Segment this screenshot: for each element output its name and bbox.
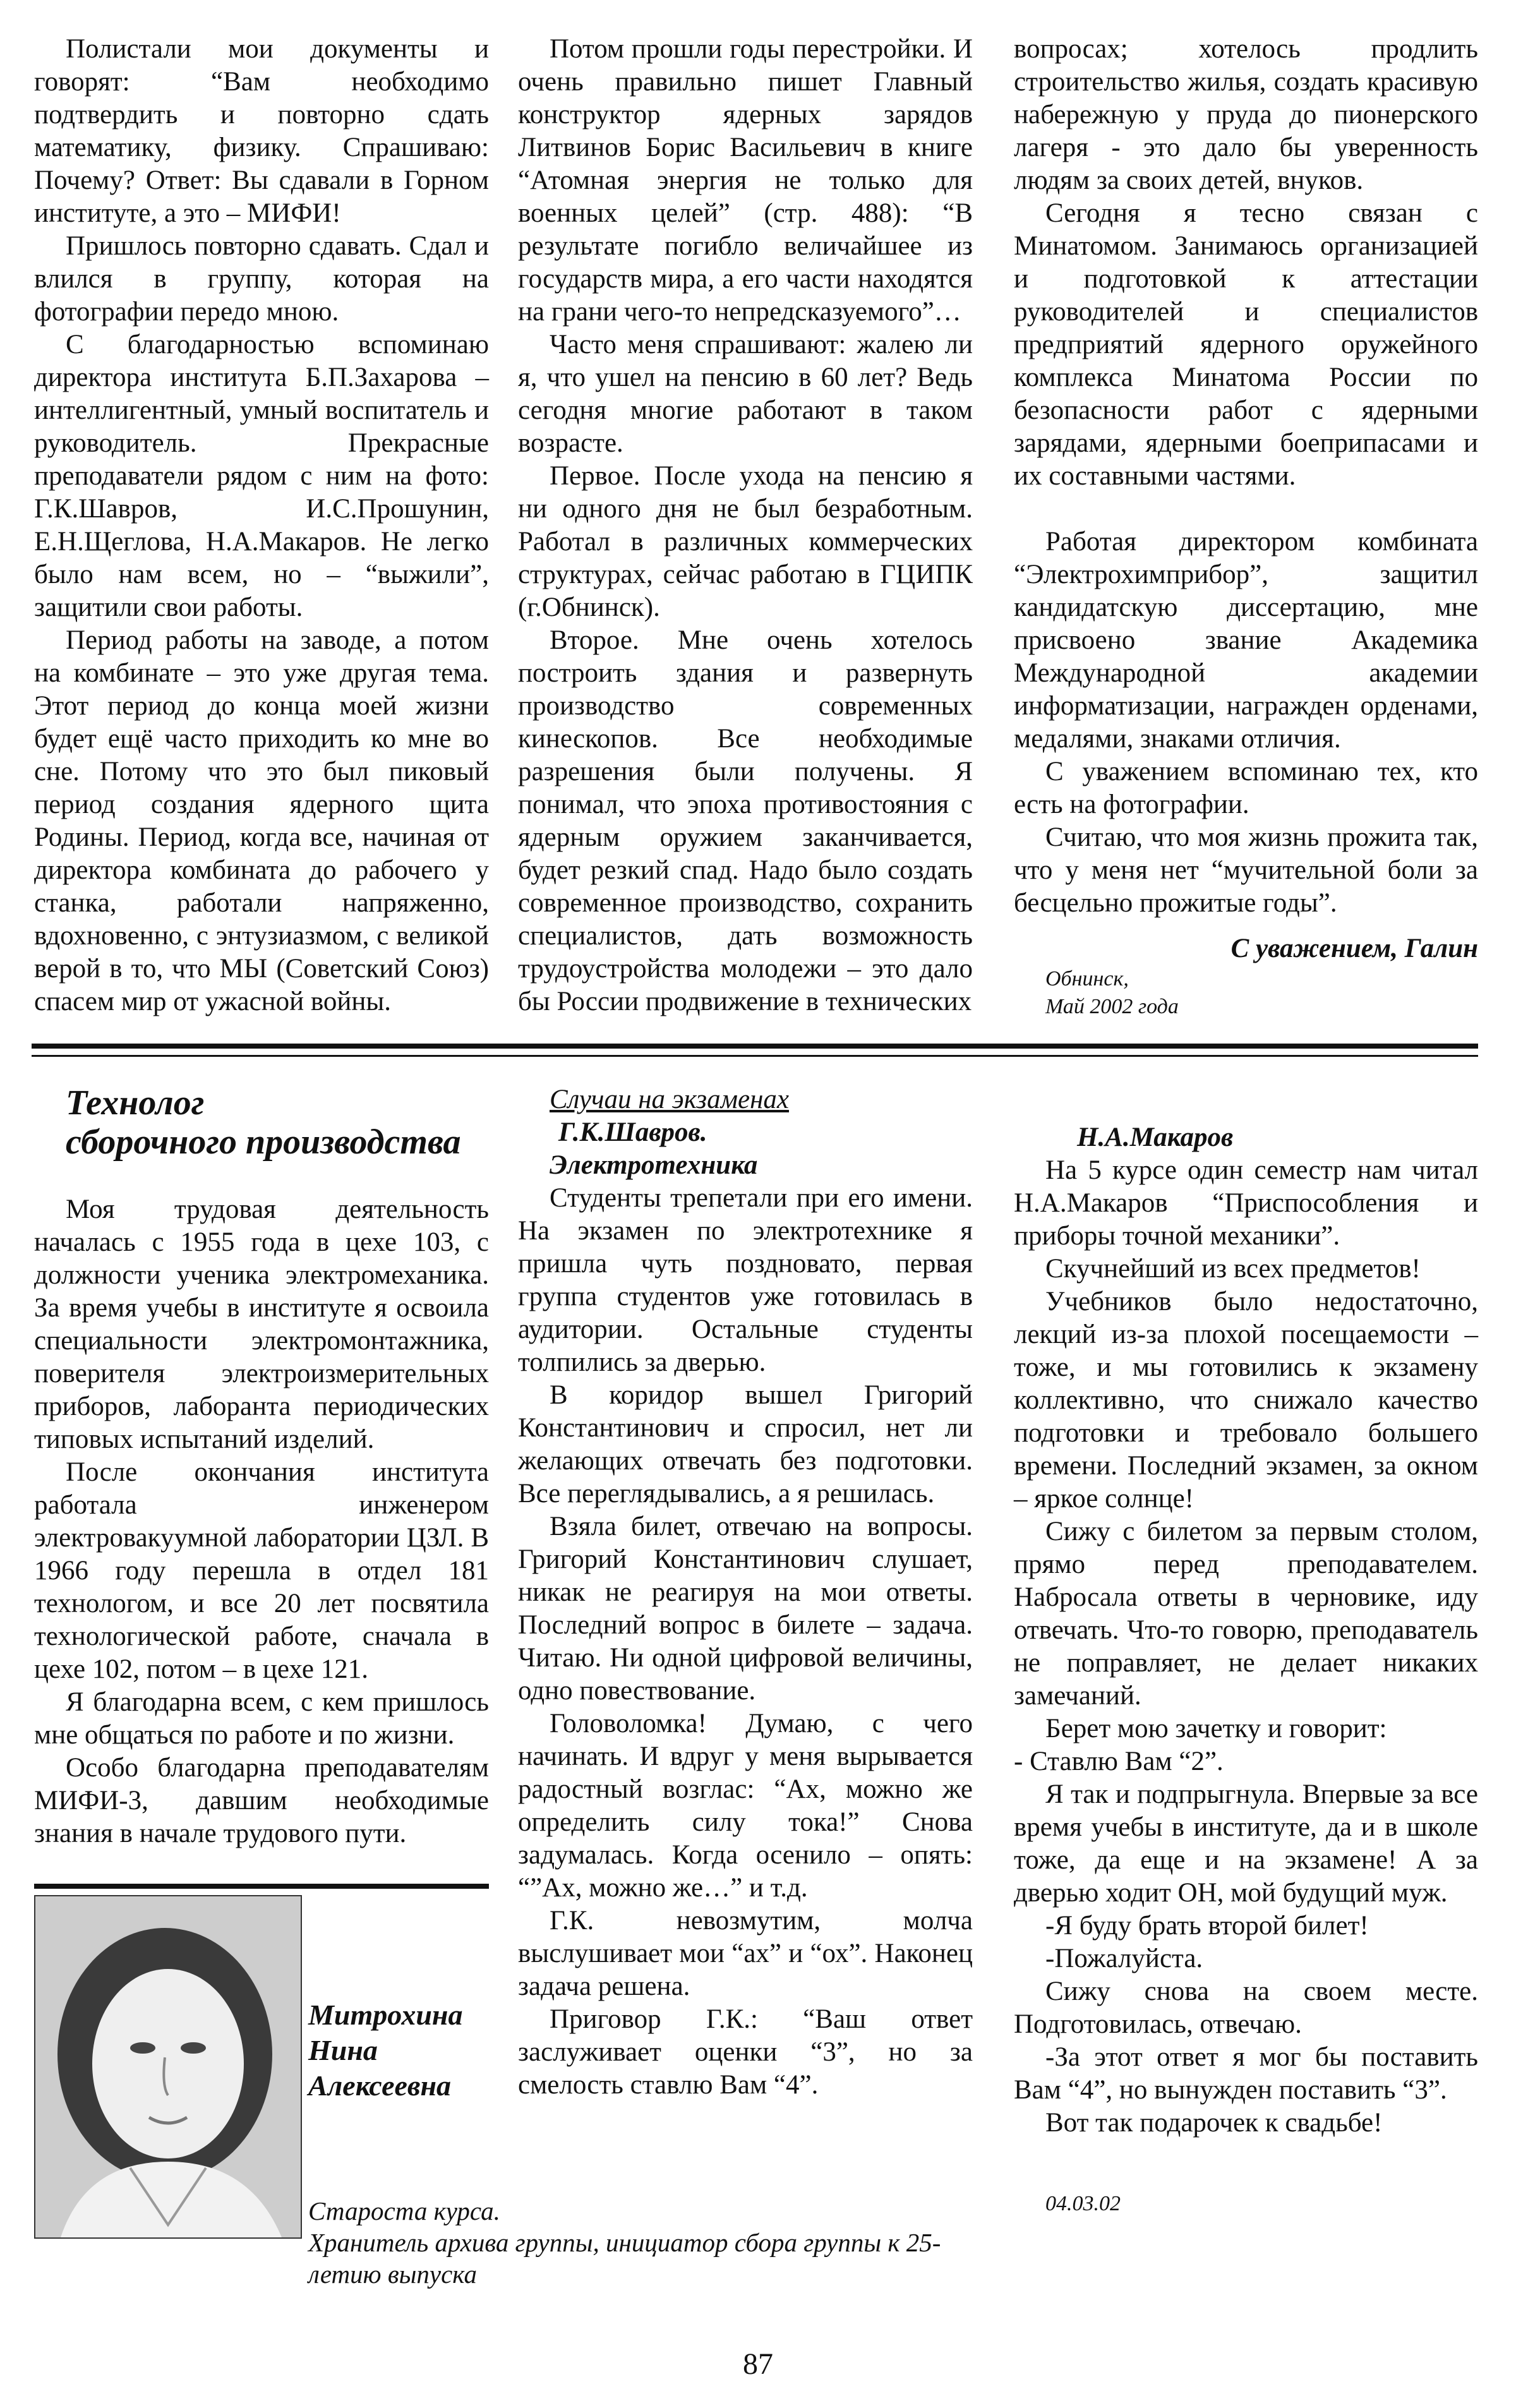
paragraph: Особо благодарна преподавателям МИФИ-3, давшим необходимые знания в начале трудового пути. — [34, 1753, 489, 1848]
author-first-name: Нина — [308, 2034, 378, 2066]
paragraph: Первое. После ухода на пенсию я ни одного дня не был безработным. Работал в различных коммерческих структурах, сейчас работаю в ГЦИПК (г.Обнинск). — [518, 461, 973, 622]
bottom-column-3 — [1014, 1121, 1478, 2140]
paragraph: Сегодня я тесно связан с Минатомом. Занимаюсь организацией и подготовкой к аттестации руководителей и специалистов предприятий ядерного оружейного комплекса Минатома России по безопасности работ с ядерными зарядами, ядерными боеприпасами и их составными частями. — [1014, 198, 1478, 491]
paragraph: Взяла билет, отвечаю на вопросы. Григорий Константинович слушает, никак не реагируя на мои ответы. Последний вопрос в билете – задача. Читаю. Ни одной цифровой величины, одно повествование. — [518, 1512, 973, 1706]
signature-place: Обнинск, — [1045, 967, 1129, 990]
portrait-illustration — [35, 1896, 301, 2237]
paragraph: вопросах; хотелось продлить строительство жилья, создать красивую набережную у пруда до пионерского лагеря - это дало бы уверенность людям за своих детей, внуков. — [1014, 34, 1478, 195]
paragraph: Второе. Мне очень хотелось построить здания и развернуть производство современных кинескопов. Все необходимые разрешения были получены. Я понимал, что эпоха противостояния с ядерным оружием заканчивается, будет резкий спад. Надо было создать современное производство, сохранить специалистов, дать возможность трудоустройства молодежи – это дало бы России продвижение в технических — [518, 625, 973, 1016]
paragraph: -Пожалуйста. — [1045, 1944, 1203, 1973]
paragraph: Головоломка! Думаю, с чего начинать. И вдруг у меня вырывается радостный возглас: “Ах, можно же определить силу тока!” Снова задумалась. Когда осенило – опять: “”Ах, можно же…” и т.д. — [518, 1709, 973, 1903]
paragraph: Потом прошли годы перестройки. И очень правильно пишет Главный конструктор ядерных зарядов Литвинов Борис Васильевич в книге “Атомная энергия не только для военных целей” (стр. 488): “В результате погибло величайшее из государств мира, а его части находятся на грани чего-то непредсказуемого”… — [518, 34, 973, 327]
paragraph: Часто меня спрашивают: жалею ли я, что ушел на пенсию в 60 лет? Ведь сегодня многие работают в таком возрасте. — [518, 330, 973, 458]
paragraph: Я благодарна всем, с кем пришлось мне общаться по работе и по жизни. — [34, 1687, 489, 1750]
section-divider-thin — [32, 1055, 1478, 1057]
photo-divider — [34, 1884, 489, 1889]
paragraph: В коридор вышел Григорий Константинович и спросил, нет ли желающих отвечать без подготовки. Все переглядывались, а я решилась. — [518, 1380, 973, 1508]
top-column-1 — [34, 33, 489, 1018]
section-divider-thick — [32, 1044, 1478, 1049]
story-heading-2: Н.А.Макаров — [1077, 1123, 1234, 1152]
paragraph: Моя трудовая деятельность началась с 1955 года в цехе 103, с должности ученика электромеханика. За время учебы в институте я освоила специальности электромонтажника, поверителя электроизмерительных приборов, лаборанта периодических типовых испытаний изделий. — [34, 1195, 489, 1454]
paragraph: -Я буду брать второй билет! — [1045, 1911, 1369, 1941]
paragraph: Сижу с билетом за первым столом, прямо перед преподавателем. Набросала ответы в черновике, иду отвечать. Что-то говорю, преподаватель не поправляет, не делает никаких замечаний. — [1014, 1517, 1478, 1711]
paragraph: -За этот ответ я мог бы поставить Вам “4”, но вынужден поставить “3”. — [1014, 2042, 1478, 2105]
paragraph: Я так и подпрыгнула. Впервые за все время учебы в институте, да и в школе тоже, да еще и на экзамене! А за дверью ходит ОН, мой будущий муж. — [1014, 1779, 1478, 1908]
author-surname: Митрохина — [308, 1999, 463, 2031]
caption-line-1: Староста курса. — [308, 2196, 500, 2225]
bottom-column-2 — [518, 1083, 973, 2102]
paragraph: Приговор Г.К.: “Ваш ответ заслуживает оценки “3”, но за смелость ставлю Вам “4”. — [518, 2004, 973, 2100]
paragraph: Студенты трепетали при его имени. На экзамен по электротехнике я пришла чуть поздновато, первая группа студентов уже готовилась в аудитории. Остальные студенты толпились за дверью. — [518, 1183, 973, 1377]
paragraph: Скучнейший из всех предметов! — [1045, 1254, 1421, 1284]
top-column-3 — [1014, 33, 1478, 1021]
paragraph: Считаю, что моя жизнь прожита так, что у меня нет “мучительной боли за бесцельно прожитые годы”. — [1014, 822, 1478, 918]
signature-date: Май 2002 года — [1045, 995, 1179, 1018]
article-title-line-1: Технолог — [66, 1083, 205, 1123]
paragraph: Сижу снова на своем месте. Подготовилась, отвечаю. — [1014, 1977, 1478, 2039]
paragraph: Берет мою зачетку и говорит: — [1045, 1714, 1387, 1743]
paragraph: Учебников было недостаточно, лекций из-за плохой посещаемости – тоже, и мы готовились к экзамену коллективно, что снижало качество подготовки и требовало большего времени. Последний экзамен, за окном – яркое солнце! — [1014, 1287, 1478, 1514]
paragraph: Вот так подарочек к свадьбе! — [1045, 2108, 1383, 2138]
story-heading-1: Г.К.Шавров. — [558, 1117, 707, 1147]
bottom-column-1 — [34, 1083, 489, 1850]
author-patronymic: Алексеевна — [308, 2069, 452, 2102]
paragraph: Г.К. невозмутим, молча выслушивает мои “ах” и “ох”. Наконец задача решена. — [518, 1906, 973, 2001]
paragraph: Пришлось повторно сдавать. Сдал и влился в группу, которая на фотографии передо мною. — [34, 231, 489, 327]
rubric-heading: Случаи на экзаменах — [550, 1085, 790, 1114]
paragraph: На 5 курсе один семестр нам читал Н.А.Макаров “Приспособления и приборы точной механики”. — [1014, 1155, 1478, 1251]
paragraph: С уважением вспоминаю тех, кто есть на фотографии. — [1014, 757, 1478, 819]
caption-line-2: Хранитель архива группы, инициатор сбора группы к 25-летию выпуска — [308, 2228, 941, 2289]
signature: С уважением, Галин — [1230, 934, 1478, 963]
story-date: 04.03.02 — [1045, 2192, 1121, 2215]
paragraph: С благодарностью вспоминаю директора института Б.П.Захарова – интеллигентный, умный воспитатель и руководитель. Прекрасные преподаватели рядом с ним на фото: Г.К.Шавров, И.С.Прошунин, Е.Н.Щеглова, Н.А.Макаров. Не легко было нам всем, но – “выжили”, защитили свои работы. — [34, 330, 489, 622]
page-number: 87 — [743, 2347, 773, 2381]
paragraph: Полистали мои документы и говорят: “Вам необходимо подтвердить и повторно сдать математику, физику. Спрашиваю: Почему? Ответ: Вы сдавали в Горном институте, а это – МИФИ! — [34, 34, 489, 228]
paragraph: После окончания института работала инженером электровакуумной лаборатории ЦЗЛ. В 1966 году перешла в отдел 181 технологом, и все 20 лет посвятила технологической работе, сначала в цехе 102, потом – в цехе 121. — [34, 1457, 489, 1684]
top-column-2 — [518, 33, 973, 1018]
article-title-line-2: сборочного производства — [66, 1123, 461, 1162]
paragraph: - Ставлю Вам “2”. — [1014, 1747, 1224, 1776]
author-caption — [308, 2195, 972, 2290]
paragraph: Период работы на заводе, а потом на комбинате – это уже другая тема. Этот период до конца моей жизни будет ещё часто приходить ко мне во сне. Потому что это был пиковый период создания ядерного щита Родины. Период, когда все, начиная от директора комбината до рабочего у станка, работали напряженно, вдохновенно, с энтузиазмом, с великой верой в то, что МЫ (Советский Союз) спасем мир от ужасной войны. — [34, 625, 489, 1016]
author-name — [308, 1997, 462, 2104]
author-portrait — [34, 1895, 302, 2239]
paragraph: Работая директором комбината “Электрохимприбор”, защитил кандидатскую диссертацию, мне присвоено звание Академика Международной академии информатизации, награжден орденами, медалями, знаками отличия. — [1014, 527, 1478, 754]
story-heading-1b: Электротехника — [550, 1150, 758, 1180]
